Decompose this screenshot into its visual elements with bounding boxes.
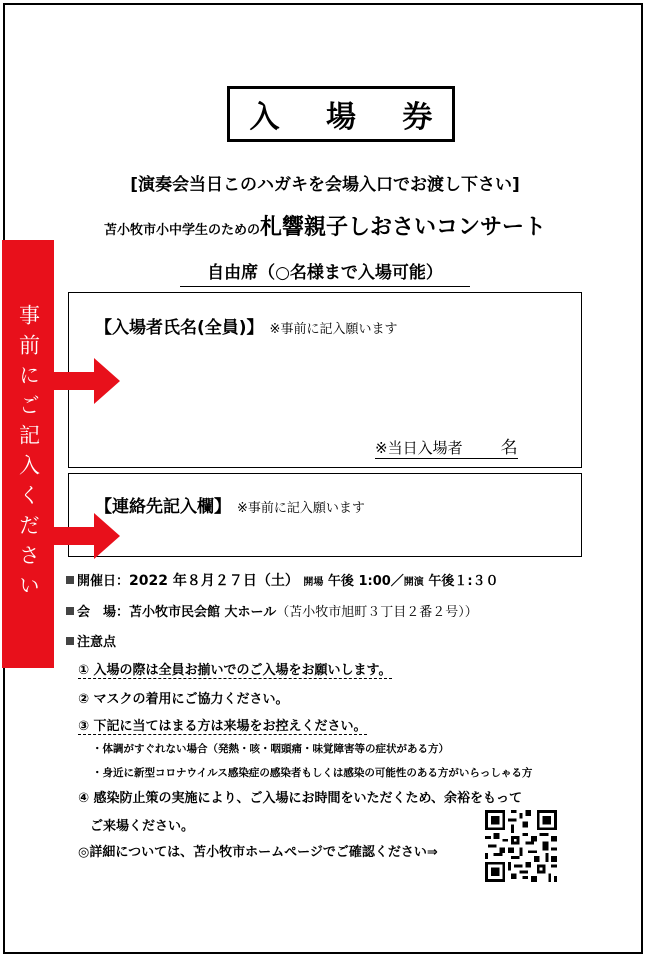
name-box-header: [95, 313, 397, 338]
date-label: 開催日：: [77, 574, 130, 589]
note-3-item-b: ・身近に新型コロナウイルス感染症の感染者もしくは感染の可能性のある方がいらっしゃる方: [92, 767, 533, 779]
venue-label: 会 場：: [77, 605, 130, 620]
seat-info: 自由席（○名様まで入場可能）: [180, 258, 470, 287]
note-1: ① 入場の際は全員お揃いでのご入場をお願いします。: [78, 663, 392, 678]
start-label: 開演: [403, 577, 424, 588]
open-time: 午後 1:00／: [327, 574, 404, 589]
contact-box-note: ※事前に記入願います: [237, 501, 365, 516]
date-value: 2022 年８月２７日（土）: [129, 573, 299, 589]
notes-heading: [66, 631, 116, 650]
contact-box-label: 【連絡先記入欄】: [95, 497, 231, 517]
concert-name: 札響親子しおさいコンサート: [260, 215, 547, 240]
contact-entry-box[interactable]: [68, 473, 582, 557]
fill-in-advance-banner: [2, 240, 54, 668]
notes-label: 注意点: [77, 635, 117, 650]
details-note: ◎詳細については、苫小牧市ホームページでご確認ください⇒: [78, 845, 438, 860]
name-box-label: 【入場者氏名(全員)】: [95, 318, 264, 338]
attendee-count-label: ※当日入場者: [375, 439, 463, 457]
note-3: ③ 下記に当てはまる方は来場をお控えください。: [78, 719, 367, 734]
instruction-text: [演奏会当日このハガキを会場入口でお渡し下さい]: [130, 175, 520, 195]
banner-text: 事前にご記入ください: [16, 304, 41, 604]
square-bullet-icon: [66, 576, 74, 584]
name-box-note: ※事前に記入願います: [269, 322, 398, 337]
attendee-count: [375, 433, 518, 459]
arrow-right-icon: [54, 358, 122, 404]
open-label: 開場: [303, 577, 324, 588]
venue-value: 苫小牧市民会館 大ホール: [129, 605, 277, 620]
attendee-count-unit: 名: [500, 438, 518, 458]
start-time: 午後１:３０: [428, 574, 499, 589]
square-bullet-icon: [66, 607, 74, 615]
qr-code-icon[interactable]: [485, 810, 557, 882]
contact-box-header: [95, 492, 365, 517]
event-date-line: [66, 570, 499, 590]
venue-line: [66, 601, 478, 620]
note-2: ② マスクの着用にご協力ください。: [78, 692, 289, 707]
note-3-item-a: ・体調がすぐれない場合（発熱・咳・咽頭痛・味覚障害等の症状がある方）: [92, 743, 449, 755]
concert-title: [0, 210, 650, 241]
name-entry-box[interactable]: [68, 292, 582, 468]
concert-prefix: 苫小牧市小中学生のための: [103, 223, 260, 238]
note-4-continued: ご来場ください。: [90, 819, 195, 834]
arrow-right-icon: [54, 513, 122, 559]
note-4: ④ 感染防止策の実施により、ご入場にお時間をいただくため、余裕をもって: [78, 791, 523, 806]
square-bullet-icon: [66, 637, 74, 645]
venue-address: （苫小牧市旭町３丁目２番２号））: [276, 605, 478, 620]
ticket-title: 入 場 券: [227, 86, 455, 142]
